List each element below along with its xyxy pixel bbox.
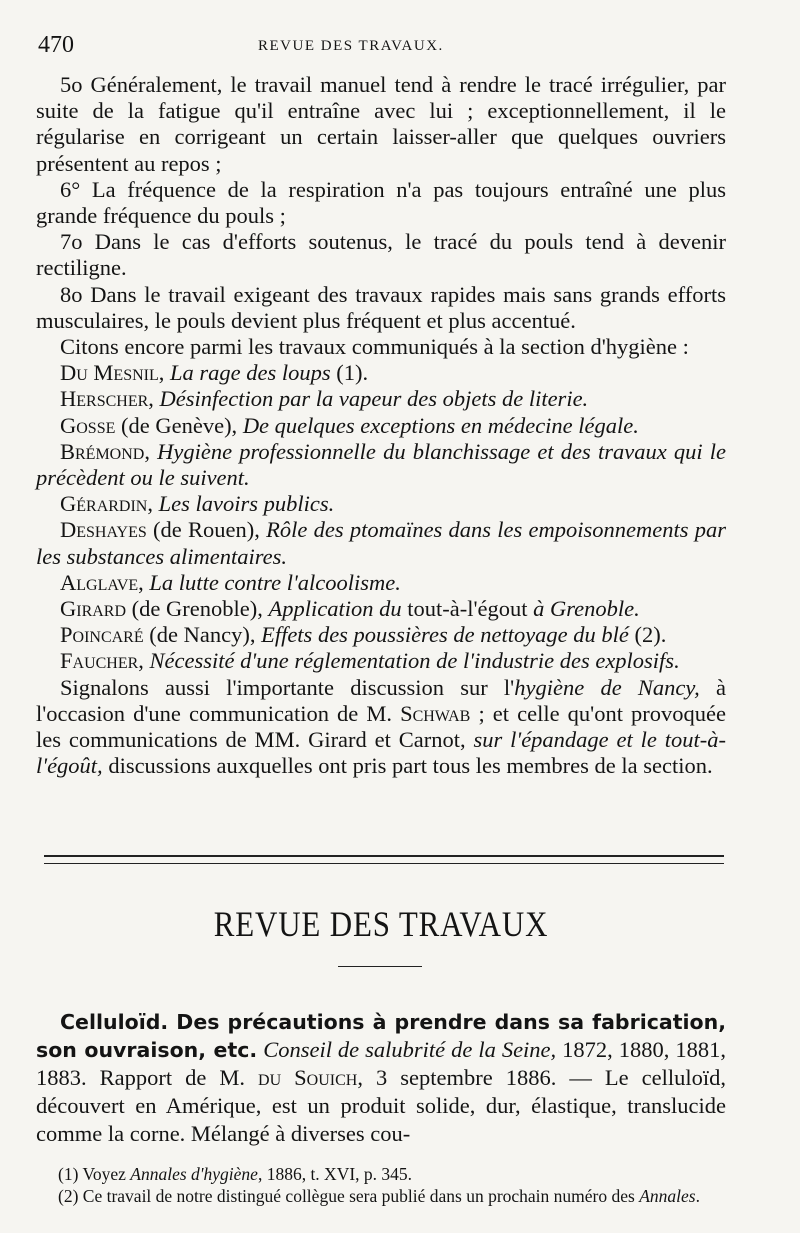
- reference-item: Girard (de Grenoble), Application du tout-à-l'égout à Grenoble.: [60, 596, 640, 622]
- reference-item: Deshayes (de Rouen), Rôle des ptomaïnes dans les empoisonnements par les substances alimentaires.: [36, 517, 726, 569]
- title-underline: [338, 966, 422, 967]
- reference-item: Brémond, Hygiène professionnelle du blanchissage et des travaux qui le précèdent ou le suivent.: [36, 438, 727, 491]
- running-head: REVUE DES TRAVAUX.: [258, 38, 444, 54]
- reference-item: Du Mesnil, La rage des loups (1).: [60, 360, 369, 386]
- section-title: REVUE DES TRAVAUX: [213, 904, 549, 944]
- article-paragraph: Celluloïd. Des précautions à prendre dans sa fabrication, son ouvraison, etc. Conseil de salubrité de la Seine, 1872, 1880, 1881, 1883. Rapport de M. du Souich, 3 septembre 1886. — Le celluloïd, découvert en Amérique, est un produit solide, dur, élastique, translucide comme la corne. Mélangé à diverses cou-: [36, 1010, 727, 1146]
- reference-item: Gérardin, Les lavoirs publics.: [60, 491, 335, 517]
- article-celluloid: [36, 1008, 726, 1148]
- page-header: [36, 28, 726, 68]
- paragraph-6: 6° La fréquence de la respiration n'a pas toujours entraîné une plus grande fréquence du pouls ;: [36, 176, 726, 229]
- footnote-1: (1) Voyez Annales d'hygiène, 1886, t. XVI, p. 345.: [58, 1164, 413, 1184]
- reference-item: Alglave, La lutte contre l'alcoolisme.: [60, 569, 401, 595]
- paragraph-8: 8o Dans le travail exigeant des travaux rapides mais sans grands efforts musculaires, le pouls devient plus fréquent et plus accentué.: [36, 281, 726, 333]
- reference-item: Gosse (de Genève), De quelques exceptions en médecine légale.: [60, 412, 639, 438]
- body-text: [36, 72, 726, 779]
- reference-item: Poincaré (de Nancy), Effets des poussières de nettoyage du blé (2).: [60, 622, 667, 648]
- paragraph-7: 7o Dans le cas d'efforts soutenus, le tracé du pouls tend à devenir rectiligne.: [36, 229, 726, 281]
- reference-item: Herscher, Désinfection par la vapeur des objets de literie.: [60, 386, 589, 412]
- closing-paragraph: Signalons aussi l'importante discussion sur l'hygiène de Nancy, à l'occasion d'une communication de M. Schwab ; et celle qu'ont provoquée les communications de MM. Girard et Carnot, sur l'épandage et le tout-à-l'égoût, discussions auxquelles ont pris part tous les membres de la section.: [36, 674, 726, 779]
- article-heading: Celluloïd. Des précautions à prendre dans sa fabrication, son ouvraison, etc.: [36, 1010, 726, 1062]
- double-rule-divider: [44, 855, 724, 864]
- paragraph-5: 5o Généralement, le travail manuel tend à rendre le tracé irrégulier, par suite de la fatigue qu'il entraîne avec lui ; exceptionnellement, il le régularise en corrigeant un certain laisser-aller que quelques ouvriers présentent au repos ;: [36, 72, 726, 176]
- reference-item: Faucher, Nécessité d'une réglementation de l'industrie des explosifs.: [60, 648, 680, 674]
- journal-page: [36, 28, 727, 1206]
- page-number: 470: [38, 32, 74, 58]
- intro-paragraph: Citons encore parmi les travaux communiqués à la section d'hygiène :: [60, 334, 689, 360]
- footnotes: [36, 1163, 726, 1207]
- footnote-2: (2) Ce travail de notre distingué collègue sera publié dans un prochain numéro des Annales.: [58, 1186, 700, 1206]
